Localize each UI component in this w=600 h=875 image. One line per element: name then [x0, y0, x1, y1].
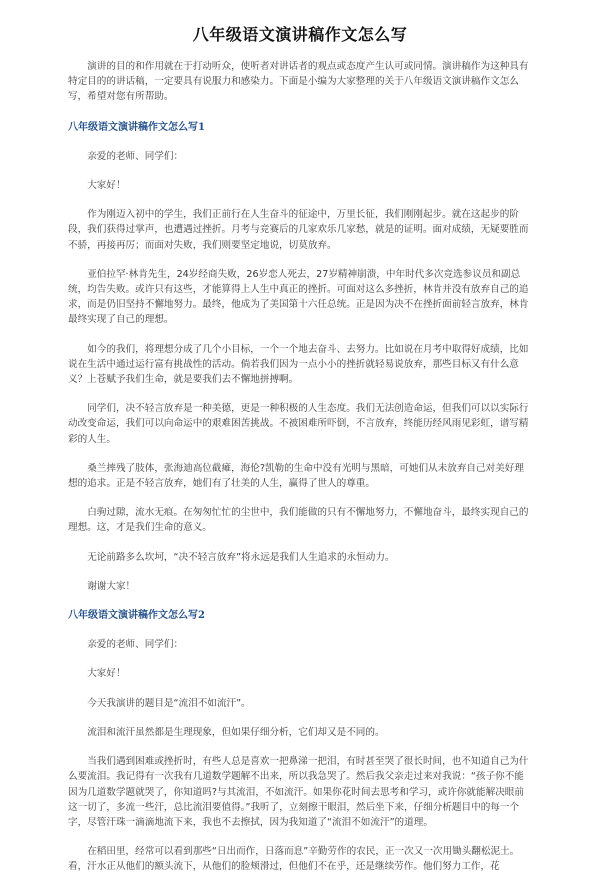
paragraph: 亲爱的老师、同学们： — [87, 639, 184, 651]
section-2 — [68, 608, 532, 874]
paragraph: 大家好！ — [87, 668, 126, 680]
paragraph: 白驹过隙，流水无痕。在匆匆忙忙的尘世中，我们能做的只有不懈地努力，不懈地奋斗，最终实现自己的理想。这，才是我们生命的意义。 — [68, 507, 529, 534]
section-2-heading: 八年级语文演讲稿作文怎么写2 — [68, 610, 205, 622]
document-title: 八年级语文演讲稿作文怎么写 — [192, 25, 408, 44]
paragraph: 亚伯拉罕·林肯先生，24岁经商失败，26岁恋人死去，27岁精神崩溃，中年时代多次竞选参议员和副总统，均告失败。或许只有这些，才能算得上人生中真正的挫折。可面对这么多挫折，林肯并没有放弃自己的追求，而是仍旧坚持不懈地努力。最终，他成为了美国第十六任总统。正是因为决不在挫折面前轻言放弃，林肯最终实现了自己的理想。 — [68, 268, 529, 326]
paragraph: 流泪和流汗虽然都是生理现象，但如果仔细分析，它们却又是不同的。 — [87, 726, 385, 738]
paragraph: 亲爱的老师、同学们： — [87, 150, 184, 162]
intro-paragraph: 演讲的目的和作用就在于打动听众，使听者对讲话者的观点或态度产生认可或同情。演讲稿作为这种具有特定目的的讲话稿，一定要具有说服力和感染力。下面是小编为大家整理的关于八年级语文演讲稿作文怎么写，希望对您有所帮助。 — [68, 61, 529, 103]
section-1 — [68, 120, 532, 594]
paragraph: 如今的我们，将理想分成了几个小目标，一个一个地去奋斗、去努力。比如说在月考中取得好成绩，比如说在生活中通过运行富有挑战性的活动。倘若我们因为一点小小的挫折就轻易说放弃，那些目标又有什么意义？上苍赋予我们生命，就是要我们去不懈地拼搏啊。 — [68, 343, 529, 386]
paragraph: 当我们遇到困难或挫折时，有些人总是喜欢一把鼻涕一把泪，有时甚至哭了很长时间，也不知道自己为什么要流泪。我记得有一次我有几道数学题解不出来，所以我急哭了。然后我父亲走过来对我说：“孩子你不能因为几道数学题就哭了，你知道吗?与其流泪，不如流汗。如果你花时间去思考和学习，或许你就能解决眼前这一切了，多流一些汗，总比流泪要值得。”我听了，立刻擦干眼泪，然后坐下来，仔细分析题目中的每一个字，尽管汗珠一滴滴地流下来，我也不去擦拭，因为我知道了“流泪不如流汗”的道理。 — [68, 756, 529, 828]
paragraph: 在稻田里，经常可以看到那些“日出而作，日落而息”辛勤劳作的农民，正一次又一次用锄头翻松泥土。看，汗水正从他们的额头流下，从他们的脸颊滑过，但他们不在乎，还是继续劳作。他们努力工作，花 — [68, 846, 520, 873]
paragraph: 无论前路多么坎坷，“决不轻言放弃”将永远是我们人生追求的永恒动力。 — [87, 551, 395, 563]
paragraph: 大家好！ — [87, 180, 126, 192]
section-1-heading: 八年级语文演讲稿作文怎么写1 — [68, 121, 205, 133]
paragraph: 同学们，决不轻言放弃是一种美德，更是一种积极的人生态度。我们无法创造命运，但我们可以以实际行动改变命运，我们可以向命运中的艰难困苦挑战。不被困难所吓倒，不言放弃，终能历经风雨见彩虹，谱写精彩的人生。 — [68, 403, 529, 445]
paragraph: 桑兰摔残了肢体，张海迪高位截瘫，海伦?凯勒的生命中没有光明与黑暗，可她们从未放弃自己对美好理想的追求。正是不轻言放弃，她们有了壮美的人生，赢得了世人的尊重。 — [68, 462, 524, 490]
paragraph: 作为刚迈入初中的学生，我们正前行在人生奋斗的征途中，万里长征，我们刚刚起步。就在这起步的阶段，我们获得过掌声，也遭遇过挫折。月考与竞赛后的几家欢乐几家愁，就是的证明。面对成绩，无疑要胜而不骄，再接再厉；而面对失败，我们则要坚定地说，切莫放弃。 — [68, 209, 529, 251]
paragraph: 今天我演讲的题目是“流泪不如流汗”。 — [87, 697, 251, 709]
paragraph: 谢谢大家！ — [87, 580, 136, 592]
